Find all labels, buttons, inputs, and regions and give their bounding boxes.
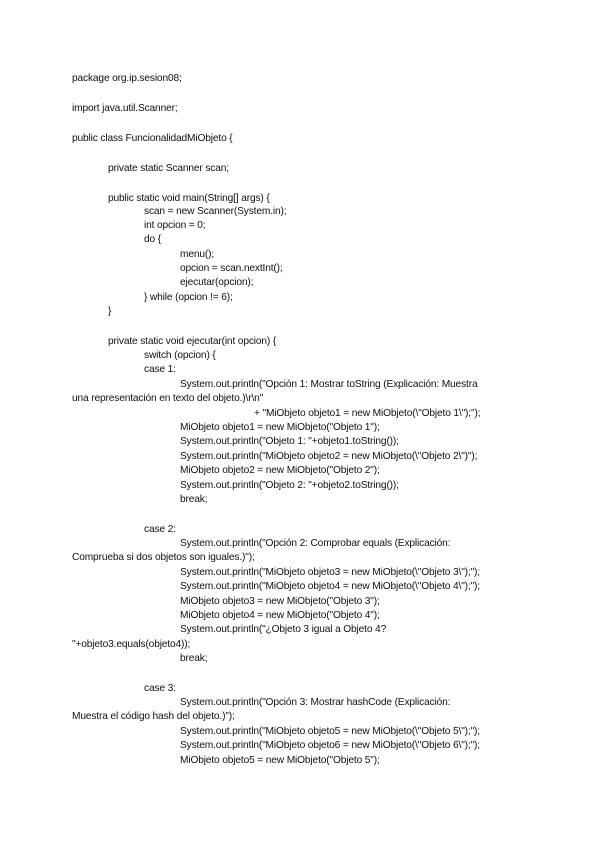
code-line: Muestra el código hash del objeto.)"); [72,711,235,722]
code-line: MiObjeto objeto5 = new MiObjeto("Objeto 5"); [180,755,380,766]
code-line: private static Scanner scan; [108,163,229,174]
code-line: System.out.println("Objeto 2: "+objeto2.toString()); [180,480,399,491]
code-line: MiObjeto objeto1 = new MiObjeto("Objeto 1"); [180,422,380,433]
code-line: MiObjeto objeto4 = new MiObjeto("Objeto 4"); [180,610,380,621]
code-line: System.out.println("MiObjeto objeto2 = new MiObjeto(\"Objeto 2\")"); [180,451,478,462]
code-line: private static void ejecutar(int opcion) { [108,336,277,347]
code-line: break; [180,653,208,664]
code-line: System.out.println("MiObjeto objeto6 = new MiObjeto(\"Objeto 6\");"); [180,740,480,751]
code-line: case 3: [144,683,176,694]
code-line: } while (opcion != 6); [144,292,233,303]
code-line: System.out.println("MiObjeto objeto4 = new MiObjeto(\"Objeto 4\");"); [180,581,480,592]
code-line: break; [180,494,208,505]
code-line: int opcion = 0; [144,220,206,231]
code-line: package org.ip.sesion08; [72,73,182,84]
code-line: System.out.println("Opción 1: Mostrar toString (Explicación: Muestra [180,379,478,390]
code-line: menu(); [180,249,215,260]
code-line: } [108,306,112,317]
code-line: case 1: [144,364,176,375]
code-line: public static void main(String[] args) { [108,193,270,204]
code-line: System.out.println("MiObjeto objeto3 = new MiObjeto(\"Objeto 3\");"); [180,567,480,578]
code-line: System.out.println("Opción 3: Mostrar hashCode (Explicación: [180,697,451,708]
code-line: case 2: [144,524,176,535]
code-line: System.out.println("Opción 2: Comprobar equals (Explicación: [180,538,451,549]
code-line: ejecutar(opcion); [180,277,254,288]
code-line: opcion = scan.nextInt(); [180,263,283,274]
code-line: public class FuncionalidadMiObjeto { [72,133,233,144]
code-line: System.out.println("¿Objeto 3 igual a Objeto 4? [180,624,387,635]
code-line: Comprueba si dos objetos son iguales.)"); [72,552,255,563]
code-line: import java.util.Scanner; [72,103,178,114]
code-line: System.out.println("MiObjeto objeto5 = new MiObjeto(\"Objeto 5\");"); [180,726,480,737]
code-line: MiObjeto objeto3 = new MiObjeto("Objeto 3"); [180,596,380,607]
code-line: do { [144,234,161,245]
code-line: + "MiObjeto objeto1 = new MiObjeto(\"Objeto 1\");"); [254,408,481,419]
code-line: switch (opcion) { [144,350,216,361]
code-line: una representación en texto del objeto.)\r\n" [72,393,264,404]
code-line: System.out.println("Objeto 1: "+objeto1.toString()); [180,436,399,447]
code-line: MiObjeto objeto2 = new MiObjeto("Objeto 2"); [180,465,380,476]
code-line: "+objeto3.equals(objeto4)); [72,639,191,650]
code-line: scan = new Scanner(System.in); [144,206,287,217]
